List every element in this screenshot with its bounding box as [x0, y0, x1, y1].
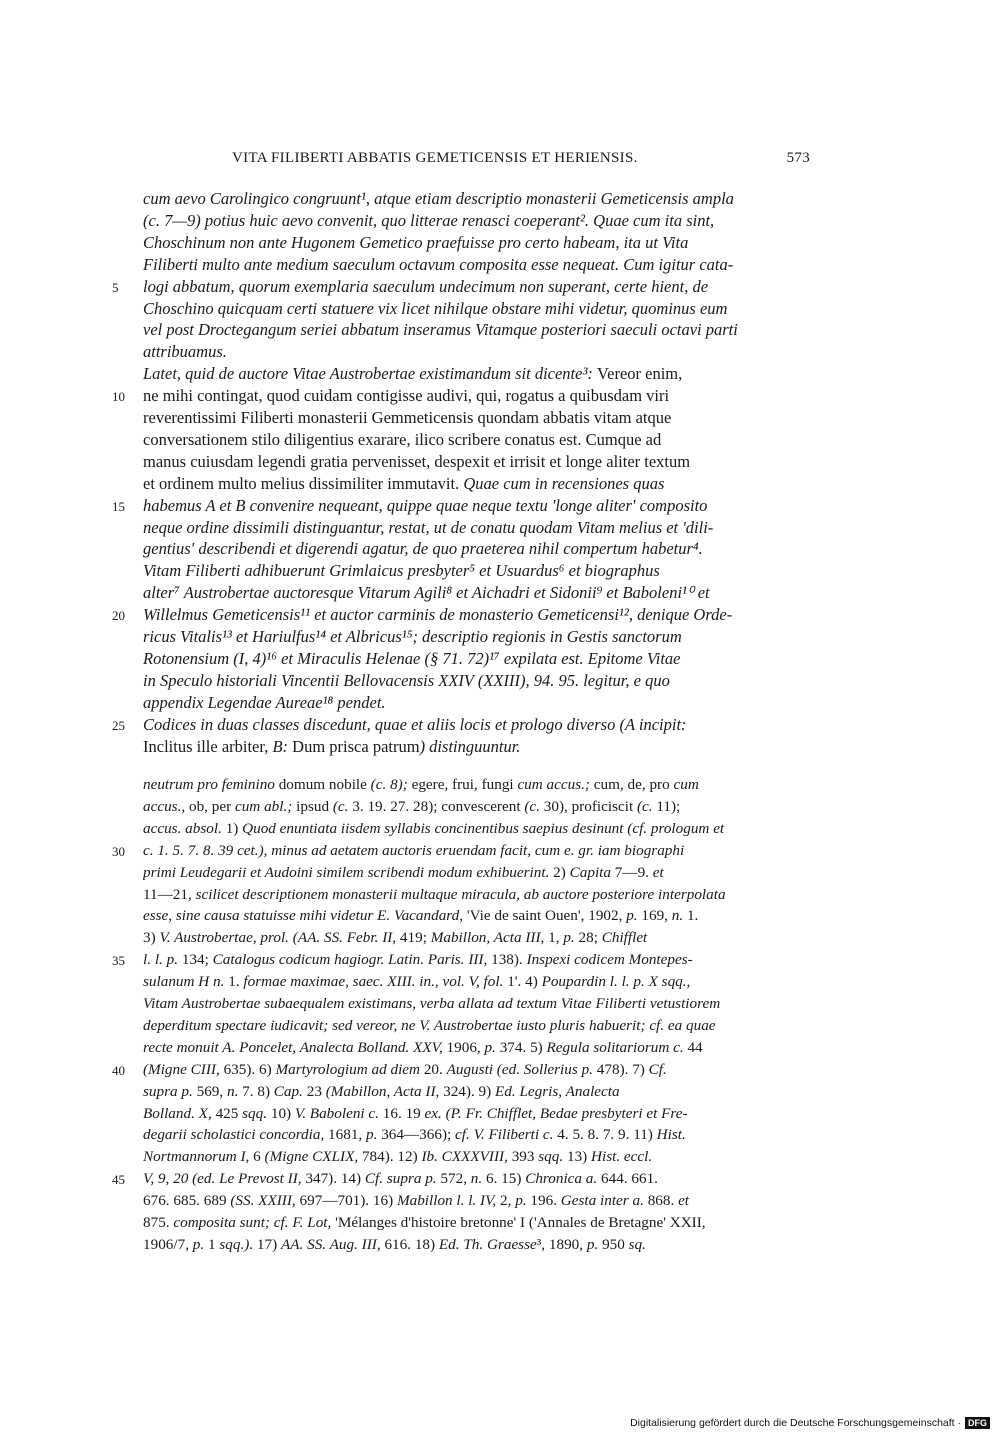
- text-segment: Mabillon l. l. IV,: [396, 1192, 501, 1210]
- text-segment: 169,: [641, 907, 672, 925]
- text-segment: Quae cum in recensiones quas: [463, 473, 665, 493]
- footnote-line: [143, 884, 811, 906]
- text-segment: 1681,: [328, 1126, 367, 1144]
- text-segment: 419;: [399, 929, 431, 947]
- text-line: [143, 714, 811, 736]
- text-segment: 1.: [686, 907, 699, 925]
- text-line: [143, 451, 811, 473]
- text-segment: Rotonensium (I, 4)¹⁶ et Miraculis Helenae (§ 71. 72)¹⁷ expilata est. Epitome Vitae: [143, 648, 681, 668]
- line-number: 25: [112, 717, 125, 733]
- footnote-line: [143, 1124, 811, 1146]
- text-segment: l. l. p.: [143, 951, 182, 969]
- text-line: [143, 429, 811, 451]
- text-segment: 347). 14): [305, 1170, 365, 1188]
- text-segment: Mabillon, Acta III,: [430, 929, 549, 947]
- text-segment: in Speculo historiali Vincentii Bellovacensis XXIV (XXIII), 94. 95. legitur, e quo: [143, 670, 670, 690]
- text-segment: p.: [366, 1126, 382, 1144]
- text-segment: cum: [673, 776, 699, 793]
- text-segment: 324). 9): [443, 1082, 495, 1100]
- text-segment: Catalogus codicum hagiogr. Latin. Paris. III,: [212, 951, 492, 969]
- text-segment: 572,: [440, 1170, 471, 1188]
- text-segment: ne mihi contingat, quod cuidam contigisse audivi, qui, rogatus a quibusdam viri: [143, 386, 670, 406]
- text-segment: Gesta inter a.: [560, 1192, 648, 1210]
- text-segment: sqq.: [538, 1148, 567, 1166]
- text-segment: 374. 5): [499, 1038, 547, 1056]
- line-number: 30: [112, 843, 125, 859]
- text-segment: esse, sine causa statuisse mihi videtur E. Vacandard,: [143, 907, 467, 925]
- text-segment: Vitam Filiberti adhibuerunt Grimlaicus presbyter⁵ et Usuardus⁶ et biographus: [143, 561, 660, 581]
- text-line: [143, 560, 811, 582]
- text-segment: habemus A et B convenire nequeant, quippe quae neque textu 'longe aliter' composito: [143, 495, 708, 515]
- text-segment: 6. 15): [485, 1170, 526, 1188]
- text-segment: domum nobile: [278, 776, 371, 793]
- text-line: [143, 473, 811, 495]
- text-segment: 7. 8): [242, 1082, 274, 1100]
- text-segment: Inclitus ille arbiter,: [143, 736, 273, 756]
- text-segment: 'Mélanges d'histoire bretonne' I ('Annales de Bretagne' XXII,: [335, 1214, 706, 1231]
- text-segment: 3): [143, 929, 160, 947]
- text-segment: ipsud: [296, 797, 333, 815]
- line-number: 5: [112, 279, 119, 295]
- line-number: 15: [112, 498, 125, 514]
- text-line: [143, 341, 811, 363]
- line-number: 10: [112, 389, 125, 405]
- footnote-line: [143, 774, 811, 796]
- text-segment: neutrum pro feminino: [143, 776, 279, 793]
- text-line: [143, 363, 811, 385]
- text-line: [143, 582, 811, 604]
- footnote-line: [143, 862, 811, 884]
- text-line: [143, 407, 811, 429]
- text-segment: supra p.: [143, 1082, 197, 1100]
- text-segment: sqq.).: [219, 1235, 257, 1253]
- text-line: [143, 188, 811, 210]
- text-segment: sulanum H n.: [143, 973, 229, 991]
- text-segment: 11—21,: [143, 885, 196, 903]
- text-segment: cf. V. Filiberti c.: [455, 1126, 558, 1144]
- text-segment: 13): [566, 1148, 592, 1166]
- text-line: [143, 517, 811, 539]
- text-segment: V. Austrobertae, prol. (AA. SS. Febr. II,: [159, 929, 400, 947]
- text-segment: ex. (P. Fr. Chifflet, Bedae presbyteri et Fre-: [424, 1104, 688, 1122]
- text-segment: ) distinguuntur.: [419, 736, 521, 756]
- text-segment: 569,: [196, 1082, 227, 1100]
- text-segment: degarii scholastici concordia,: [143, 1126, 329, 1144]
- text-segment: 697—701). 16): [299, 1192, 397, 1210]
- text-segment: V. Baboleni c.: [294, 1104, 383, 1122]
- text-segment: conversationem stilo diligentius exarare, ilico scribere conatus est. Cumque ad: [143, 429, 662, 449]
- footnote-line: [143, 1059, 811, 1081]
- text-segment: 1,: [548, 929, 564, 947]
- footnote-line: [143, 818, 811, 840]
- text-line: [143, 385, 811, 407]
- text-segment: Filiberti multo ante medium saeculum octavum composita esse nequeat. Cum igitur cata-: [143, 254, 734, 274]
- text-segment: c. 1. 5. 7. 8. 39 cet.), minus ad aetatem auctoris eruendam facit, cum e. gr. iam biographi: [143, 841, 685, 859]
- text-segment: attribuamus.: [143, 342, 227, 362]
- footnote-line: [143, 1234, 811, 1256]
- text-segment: B:: [272, 736, 293, 756]
- text-segment: cum aevo Carolingico congruunt¹, atque etiam descriptio monasterii Gemeticensis ampla: [143, 189, 734, 208]
- line-number: 45: [112, 1172, 125, 1188]
- text-segment: 393: [511, 1148, 539, 1166]
- text-segment: (c.: [636, 797, 657, 815]
- text-segment: (Migne CXLIX,: [264, 1148, 362, 1166]
- text-segment: 4. 5. 8. 7. 9. 11): [557, 1126, 657, 1144]
- text-segment: cum accus.;: [517, 776, 594, 793]
- text-segment: 2,: [500, 1192, 516, 1210]
- text-line: [143, 298, 811, 320]
- text-segment: V, 9, 20 (ed. Le Prevost II,: [143, 1170, 306, 1188]
- dfg-logo: DFG: [965, 1417, 990, 1429]
- footnote-line: [143, 1212, 811, 1234]
- text-segment: p.: [626, 907, 642, 925]
- text-line: [143, 626, 811, 648]
- text-segment: 1902,: [588, 907, 627, 925]
- text-segment: 10): [270, 1104, 295, 1122]
- text-segment: n.: [671, 907, 687, 925]
- text-segment: Ib. CXXXVIII,: [421, 1148, 512, 1166]
- text-segment: Willelmus Gemeticensis¹¹ et auctor carminis de monasterio Gemeticensi¹², denique Orde-: [143, 605, 733, 625]
- text-segment: Dum prisca patrum: [292, 736, 420, 756]
- text-segment: sq.: [628, 1235, 646, 1253]
- text-line: [143, 210, 811, 232]
- text-line: [143, 254, 811, 276]
- text-segment: recte monuit A. Poncelet, Analecta Bolland. XXV,: [143, 1038, 447, 1056]
- footnote-line: [143, 927, 811, 949]
- footnote-line: [143, 1081, 811, 1103]
- line-number: 20: [112, 608, 125, 624]
- text-segment: appendix Legendae Aureae¹⁸ pendet.: [143, 692, 386, 712]
- text-segment: Cf. supra p.: [364, 1170, 441, 1188]
- text-segment: formae maximae, saec. XIII. in., vol. V, fol.: [243, 973, 508, 991]
- text-segment: manus cuiusdam legendi gratia pervenisset, despexit et irrisit et longe aliter textum: [143, 451, 691, 471]
- text-segment: Choschino quicquam certi statuere vix licet nihilque obstare mihi videtur, quominus eum: [143, 298, 728, 318]
- text-segment: Ed. Th. Graesse: [438, 1235, 537, 1253]
- text-segment: Hist. eccl.: [591, 1148, 653, 1166]
- text-line: [143, 276, 811, 298]
- text-segment: Latet, quid de auctore Vitae Austrobertae existimandum sit dicente³:: [143, 364, 598, 384]
- footnote-line: [143, 971, 811, 993]
- text-segment: 875.: [143, 1214, 174, 1231]
- text-segment: p.: [586, 1235, 603, 1253]
- footnote-line: [143, 796, 811, 818]
- text-segment: 676. 685. 689: [143, 1192, 231, 1210]
- text-segment: (c. 7—9) potius huic aevo convenit, quo litterae renasci coeperant². Quae cum ita sint,: [143, 210, 715, 230]
- text-segment: 3. 19. 27. 28); convescerent: [352, 797, 525, 815]
- text-segment: et ordinem multo melius dissimiliter immutavit.: [143, 473, 464, 493]
- text-line: [143, 538, 811, 560]
- text-segment: Quod enuntiata iisdem syllabis concinentibus saepius desinunt (cf. prologum et: [242, 819, 725, 837]
- running-title: VITA FILIBERTI ABBATIS GEMETICENSIS ET HERIENSIS.: [232, 150, 638, 166]
- text-segment: 20.: [423, 1060, 447, 1078]
- text-segment: Cf.: [648, 1060, 667, 1078]
- text-segment: primi Leudegarii et Audoini similem scribendi modum exhibuerint.: [143, 863, 554, 881]
- text-segment: 784). 12): [361, 1148, 422, 1166]
- text-line: [143, 319, 811, 341]
- text-segment: 616. 18): [384, 1235, 439, 1253]
- text-segment: 425: [215, 1104, 243, 1122]
- text-line: [143, 604, 811, 626]
- text-line: [143, 692, 811, 714]
- text-segment: 134;: [181, 951, 213, 969]
- page-number: 573: [786, 150, 810, 166]
- text-segment: AA. SS. Aug. III,: [280, 1235, 385, 1253]
- text-segment: composita sunt; cf. F. Lot,: [173, 1214, 336, 1231]
- text-segment: Codices in duas classes discedunt, quae et aliis locis et prologo diverso (A incipit:: [143, 714, 687, 734]
- running-header: [140, 150, 810, 172]
- text-segment: Hist.: [656, 1126, 686, 1144]
- text-segment: Cap.: [273, 1082, 307, 1100]
- text-segment: 1: [207, 1235, 220, 1253]
- text-line: [143, 648, 811, 670]
- text-segment: p.: [515, 1192, 531, 1210]
- text-segment: Bolland. X,: [143, 1104, 216, 1122]
- text-segment: 11);: [656, 797, 681, 815]
- text-segment: (Migne CIII,: [143, 1060, 224, 1078]
- text-segment: Choschinum non ante Hugonem Gemetico praefuisse pro certo habeam, ita ut Vita: [143, 232, 689, 252]
- text-segment: 44: [687, 1038, 703, 1056]
- text-segment: 23: [306, 1082, 326, 1100]
- text-segment: 2): [553, 863, 570, 881]
- text-segment: Vitam Austrobertae subaequalem existimans, verba allata ad textum Vitae Filiberti vetustiorem: [143, 995, 721, 1012]
- credit-text: Digitalisierung gefördert durch die Deutsche Forschungsgemeinschaft ·: [630, 1417, 961, 1429]
- text-segment: ³, 1890,: [536, 1235, 587, 1253]
- text-segment: Capita: [569, 863, 615, 881]
- text-segment: p.: [484, 1038, 500, 1056]
- text-segment: cum, de, pro: [593, 776, 674, 793]
- text-segment: Augusti (ed. Sollerius p.: [446, 1060, 597, 1078]
- footnote-line: [143, 1190, 811, 1212]
- text-segment: n.: [226, 1082, 243, 1100]
- text-segment: Martyrologium ad diem: [275, 1060, 424, 1078]
- footnote-line: [143, 949, 811, 971]
- text-segment: scilicet descriptionem monasterii multaque miracula, ab auctore posteriore interpolata: [195, 885, 726, 903]
- text-segment: 'Vie de saint Ouen',: [466, 907, 589, 925]
- footnote-line: [143, 1146, 811, 1168]
- text-segment: ob, per: [188, 797, 235, 815]
- text-segment: (c. 8);: [370, 776, 412, 793]
- text-segment: gentius' describendi et digerendi agatur, de quo praeterea nihil compertum habetur⁴.: [143, 539, 703, 559]
- footnote-line: [143, 1037, 811, 1059]
- footnote-line: [143, 993, 811, 1015]
- text-segment: n.: [470, 1170, 486, 1188]
- text-segment: (c.: [524, 797, 544, 815]
- text-segment: deperditum spectare iudicavit; sed vereor, ne V. Austrobertae iusto pluris habuerit; cf. ea quae: [143, 1016, 716, 1034]
- text-segment: neque ordine dissimili distinguantur, restat, ut de conatu quodam Vitam melius et 'dili-: [143, 517, 714, 537]
- text-segment: ricus Vitalis¹³ et Hariulfus¹⁴ et Albricus¹⁵; descriptio regionis in Gestis sanctorum: [143, 627, 682, 646]
- text-segment: et: [652, 863, 664, 881]
- footnote-line: [143, 840, 811, 862]
- text-segment: Ed. Legris, Analecta: [495, 1082, 620, 1100]
- text-segment: 644. 661.: [601, 1170, 658, 1188]
- text-segment: Chronica a.: [525, 1170, 601, 1188]
- text-segment: egere, frui, fungi: [411, 776, 518, 793]
- text-segment: 868.: [647, 1192, 679, 1210]
- text-segment: 1906,: [446, 1038, 485, 1056]
- footnote-line: [143, 905, 811, 927]
- footnote-line: [143, 1015, 811, 1037]
- footnote-line: [143, 1103, 811, 1125]
- line-number: 40: [112, 1062, 125, 1078]
- text-segment: (SS. XXIII,: [230, 1192, 300, 1210]
- footnote-line: [143, 1168, 811, 1190]
- text-segment: 1): [225, 819, 243, 837]
- text-segment: 196.: [530, 1192, 561, 1210]
- text-segment: Nortmannorum I,: [143, 1148, 254, 1166]
- text-segment: p.: [563, 929, 579, 947]
- text-segment: et: [678, 1192, 690, 1210]
- text-segment: accus.,: [143, 797, 189, 815]
- text-segment: logi abbatum, quorum exemplaria saeculum undecimum non superant, certe hient, de: [143, 276, 709, 296]
- text-segment: 1'. 4): [507, 973, 542, 991]
- text-segment: sqq.: [242, 1104, 271, 1122]
- text-segment: 7—9.: [614, 863, 653, 881]
- text-segment: 17): [256, 1235, 281, 1253]
- text-segment: Chifflet: [601, 929, 648, 947]
- digitization-credit: [630, 1416, 990, 1430]
- text-line: [143, 670, 811, 692]
- text-segment: alter⁷ Austrobertae auctoresque Vitarum Agili⁸ et Aichadri et Sidonii⁹ et Baboleni¹⁰ et: [143, 583, 710, 603]
- text-segment: 950: [602, 1235, 629, 1253]
- text-line: [143, 232, 811, 254]
- text-segment: Vereor enim,: [597, 364, 683, 384]
- text-line: [143, 495, 811, 517]
- text-segment: 6: [253, 1148, 265, 1166]
- text-segment: 28;: [578, 929, 602, 947]
- text-segment: Regula solitariorum c.: [546, 1038, 688, 1056]
- text-line: [143, 736, 811, 758]
- text-segment: 364—366);: [381, 1126, 456, 1144]
- text-segment: vel post Droctegangum seriei abbatum inseramus Vitamque posteriori saeculi octavi parti: [143, 320, 738, 340]
- text-segment: 1906/7,: [143, 1235, 193, 1253]
- text-segment: (Mabillon, Acta II,: [325, 1082, 444, 1100]
- text-segment: p.: [192, 1235, 208, 1253]
- text-segment: 635). 6): [223, 1060, 276, 1078]
- text-segment: 16. 19: [382, 1104, 425, 1122]
- text-segment: (c.: [332, 797, 353, 815]
- text-segment: reverentissimi Filiberti monasterii Gemmeticensis quondam abbatis vitam atque: [143, 408, 672, 427]
- text-segment: 138).: [491, 951, 527, 969]
- text-segment: Poupardin l. l. p. X sqq.,: [541, 973, 691, 991]
- text-segment: accus. absol.: [143, 819, 226, 837]
- text-segment: 1.: [228, 973, 244, 991]
- text-segment: 478). 7): [596, 1060, 649, 1078]
- text-segment: Inspexi codicem Montepes-: [526, 951, 693, 969]
- line-number: 35: [112, 953, 125, 969]
- text-segment: cum abl.;: [234, 797, 297, 815]
- text-segment: 30), proficiscit: [543, 797, 637, 815]
